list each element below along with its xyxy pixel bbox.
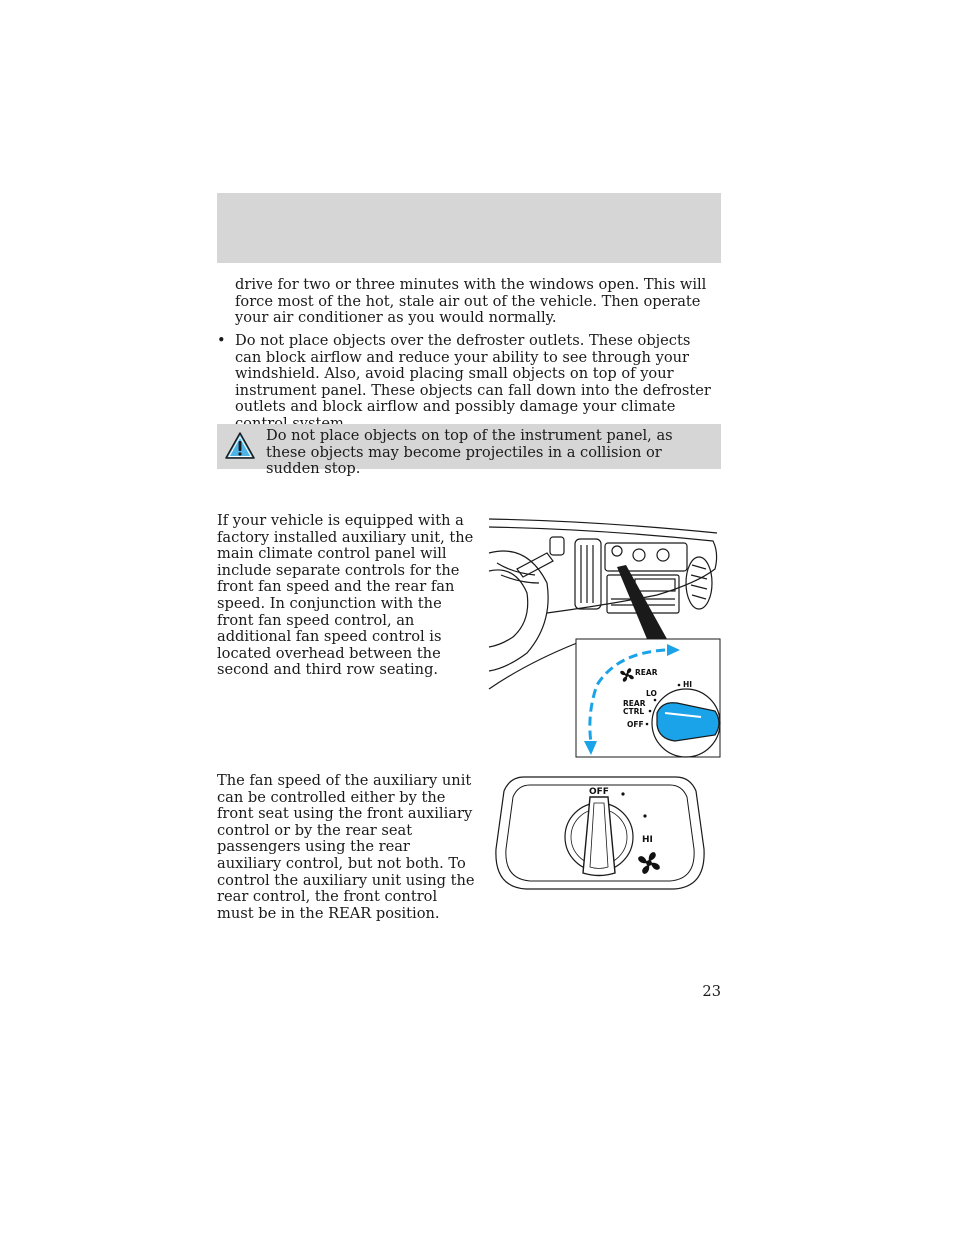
rear-label-off: OFF	[589, 787, 609, 797]
label-rear: REAR	[635, 668, 658, 677]
bullet-mark: •	[217, 332, 226, 349]
fan-speed-paragraph: The fan speed of the auxiliary unit can be controlled either by the front seat using the front auxiliary control or by the rear seat passengers using the rear auxiliary control, but not both. To control the auxiliary unit using the rear control, the front control must be in the REAR position.	[217, 772, 475, 922]
continued-paragraph: drive for two or three minutes with the windows open. This will force most of the hot, stale air out of the vehicle. Then operate your air conditioner as you would normally.	[235, 276, 707, 327]
front-auxiliary-control-figure	[487, 513, 722, 761]
label-lo: LO	[646, 689, 657, 698]
warning-icon	[225, 432, 255, 460]
label-off: OFF	[627, 720, 644, 729]
auxiliary-unit-paragraph: If your vehicle is equipped with a factory installed auxiliary unit, the main climate control panel will include separate controls for the front fan speed and the rear fan speed. In conjunction with the front fan speed control, an additional fan speed control is located overhead between the second and third row seating.	[217, 512, 474, 679]
label-hi: HI	[683, 680, 693, 689]
rear-auxiliary-control-figure	[494, 775, 706, 891]
warning-text: Do not place objects on top of the instrument panel, as these objects may become projectiles in a collision or sudden stop.	[266, 427, 673, 478]
page-number: 23	[702, 983, 721, 1000]
front-fan-knob	[652, 689, 720, 757]
section-header-bar	[217, 193, 721, 263]
label-rear-ctrl-bottom: CTRL	[623, 707, 645, 716]
warning-box	[217, 424, 721, 478]
rear-label-hi: HI	[642, 835, 653, 845]
bullet-text: Do not place objects over the defroster outlets. These objects can block airflow and reduce your ability to see through your windshield. Also, avoid placing small objects on top of your instrument panel. These objects can fall down into the defroster outlets and block airflow and possibly damage your climate	[235, 332, 711, 416]
label-rear-ctrl-top: REAR	[623, 699, 646, 708]
